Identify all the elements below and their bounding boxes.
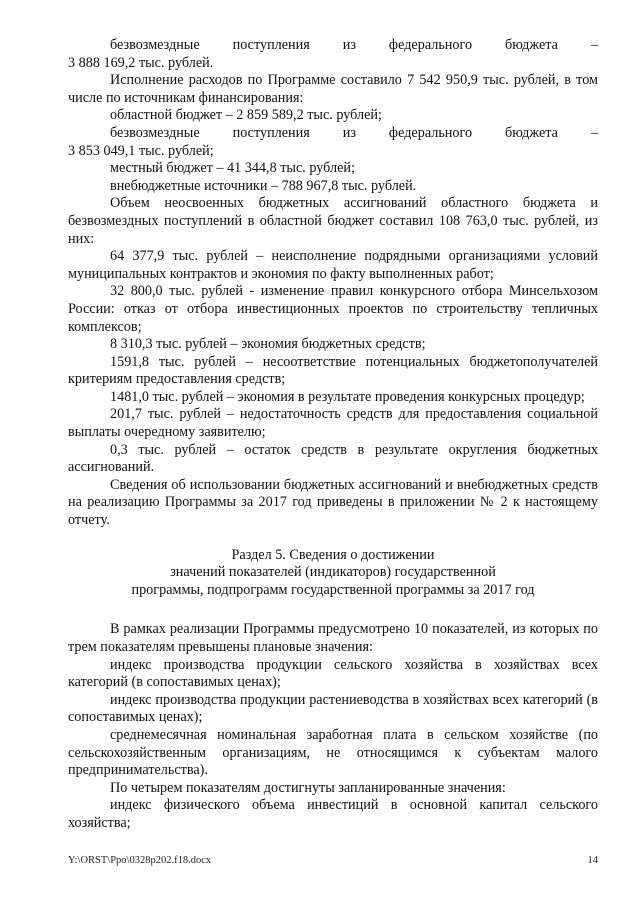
paragraph: безвозмездные поступления из федерального бюджета – [110, 124, 598, 141]
paragraph: 1481,0 тыс. рублей – экономия в результате проведения конкурсных процедур; [110, 388, 585, 405]
paragraph: Объем неосвоенных бюджетных ассигнований областного бюджета и безвозмездных поступлений в областной бюджет составил 108 763,0 тыс. рублей, из них: [68, 195, 598, 247]
paragraph: 3 888 169,2 тыс. рублей. [68, 54, 214, 71]
paragraph: 0,3 тыс. рублей – остаток средств в результате округления бюджетных ассигнований. [68, 441, 598, 476]
paragraph: среднемесячная номинальная заработная плата в сельском хозяйстве (по сельскохозяйственным организациям, не относящимся к субъектам малого предпринимательства). [68, 726, 598, 779]
paragraph: областной бюджет – 2 859 589,2 тыс. рублей; [110, 107, 382, 124]
paragraph: 1591,8 тыс. рублей – несоответствие потенциальных бюджетополучателей критериям предоставления средств; [68, 353, 598, 388]
paragraph: индекс физического объема инвестиций в основной капитал сельского хозяйства; [68, 797, 598, 831]
paragraph: Исполнение расходов по Программе составило 7 542 950,9 тыс. рублей, в том числе по источникам финансирования: [68, 72, 598, 106]
paragraph: внебюджетные источники – 788 967,8 тыс. рублей. [110, 177, 417, 194]
paragraph: 64 377,9 тыс. рублей – неисполнение подрядными организациями условий муниципальных контрактов и экономия по факту выполненных работ; [68, 248, 598, 282]
paragraph: безвозмездные поступления из федерального бюджета – [110, 37, 598, 53]
paragraph: Сведения об использовании бюджетных ассигнований и внебюджетных средств на реализацию Программы за 2017 год приведены в приложении № 2 к настоящему отчету. [68, 476, 598, 529]
paragraph: индекс производства продукции сельского хозяйства в хозяйствах всех категорий (в сопоставимых ценах); [68, 656, 598, 691]
file-path: Y:\ORST\Ppo\0328p202.f18.docx [68, 855, 212, 866]
paragraph: 201,7 тыс. рублей – недостаточность средств для предоставления социальной выплаты очередному заявителю; [68, 406, 598, 441]
paragraph: В рамках реализации Программы предусмотрено 10 показателей, из которых по трем показателям превышены плановые значения: [68, 621, 598, 655]
page-number: 14 [587, 855, 598, 866]
paragraph: 3 853 049,1 тыс. рублей; [68, 142, 214, 159]
paragraph: По четырем показателям достигнуты запланированные значения: [110, 779, 506, 796]
paragraph: 32 800,0 тыс. рублей - изменение правил конкурсного отбора Минсельхозом России: отказ от отбора инвестиционных проектов по строительству тепличных комплексов; [68, 283, 598, 335]
paragraph: 8 310,3 тыс. рублей – экономия бюджетных средств; [110, 336, 426, 353]
section-heading-line: значений показателей (индикаторов) государственной [170, 564, 496, 581]
paragraph: местный бюджет – 41 344,8 тыс. рублей; [110, 160, 355, 177]
section-heading-line: программы, подпрограмм государственной программы за 2017 год [131, 581, 535, 598]
section-heading-line: Раздел 5. Сведения о достижении [231, 546, 435, 563]
paragraph: индекс производства продукции растениеводства в хозяйствах всех категорий (в сопоставимых ценах); [68, 691, 598, 726]
document-body [68, 37, 598, 833]
